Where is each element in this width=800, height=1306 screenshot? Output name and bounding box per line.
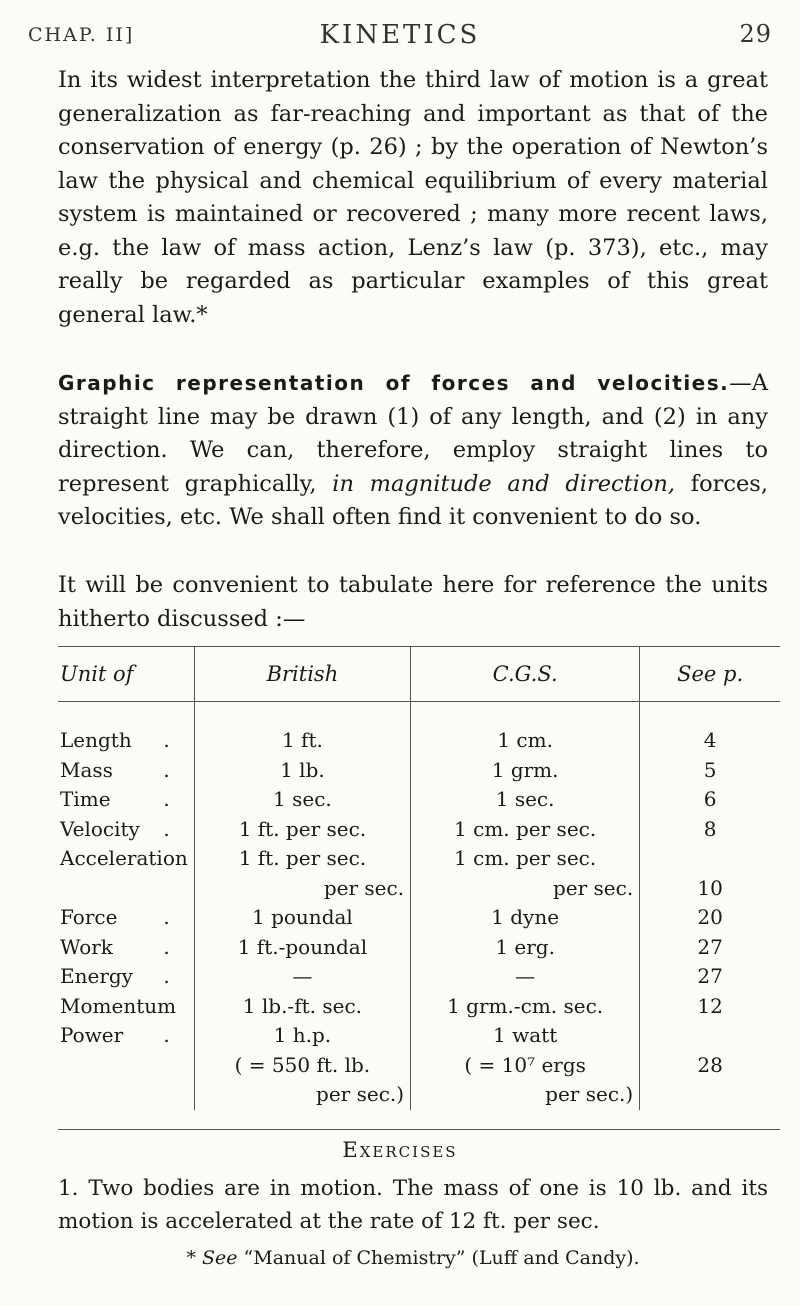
- unit-name: Length: [60, 728, 132, 752]
- paragraph-tabulate: It will be convenient to tabulate here for reference the units hitherto discussed :—: [58, 572, 768, 632]
- table-row: [58, 962, 780, 992]
- leader-dot: .: [163, 728, 170, 752]
- cell-british: 1 lb.: [194, 756, 410, 786]
- exercise-item-1: 1. Two bodies are in motion. The mass of one is 10 lb. and its motion is accelerated at the rate of 12 ft. per sec.: [58, 1176, 768, 1234]
- unit-name: Energy: [60, 964, 133, 988]
- cell-unit: [58, 1080, 194, 1110]
- header-british: British: [194, 647, 410, 702]
- table-row: [58, 933, 780, 963]
- cell-british: 1 lb.-ft. sec.: [194, 992, 410, 1022]
- cell-page: 6: [640, 785, 780, 815]
- cell-british: 1 ft. per sec.: [194, 844, 410, 874]
- table-header-row: [58, 647, 780, 702]
- cell-british: per sec.: [194, 874, 410, 904]
- cell-cgs: 1 sec.: [411, 785, 640, 815]
- units-table-wrapper: [58, 646, 780, 1131]
- table-bottom-rule: [58, 1129, 780, 1130]
- cell-british: 1 sec.: [194, 785, 410, 815]
- table-row: [58, 785, 780, 815]
- cell-page: [640, 1080, 780, 1110]
- unit-name: Power: [60, 1023, 124, 1047]
- cell-british: 1 ft. per sec.: [194, 815, 410, 845]
- cell-unit: [58, 756, 194, 786]
- cell-cgs: 1 cm. per sec.: [411, 844, 640, 874]
- cell-unit: [58, 903, 194, 933]
- unit-name: Time: [60, 787, 111, 811]
- leader-dot: .: [163, 757, 170, 782]
- cell-unit: [58, 815, 194, 845]
- table-row: [58, 903, 780, 933]
- cell-cgs: 1 cm. per sec.: [411, 815, 640, 845]
- footnote-mark: *: [186, 1247, 202, 1269]
- paragraph-graphic-representation: [58, 367, 768, 535]
- cell-page: 5: [640, 756, 780, 786]
- table-row: [58, 1080, 780, 1110]
- units-table: [58, 646, 780, 1110]
- cell-page: [640, 844, 780, 874]
- unit-name: Momentum: [60, 993, 177, 1018]
- header-unit-of: Unit of: [58, 647, 194, 702]
- leader-dot: .: [163, 934, 170, 959]
- table-row: [58, 844, 780, 874]
- cell-page: 28: [640, 1051, 780, 1081]
- page-number: 29: [739, 20, 772, 48]
- cell-unit: [58, 844, 194, 874]
- cell-page: 20: [640, 903, 780, 933]
- cell-page: 4: [640, 702, 780, 756]
- header-cgs: C.G.S.: [411, 647, 640, 702]
- unit-name: Acceleration: [60, 846, 188, 870]
- page-title: KINETICS: [319, 20, 481, 50]
- chapter-label: CHAP. II]: [28, 24, 135, 46]
- cell-british: 1 h.p.: [194, 1021, 410, 1051]
- paragraph-italic-phrase: in magnitude and direction,: [332, 470, 676, 497]
- cell-british: 1 poundal: [194, 903, 410, 933]
- leader-dot: .: [163, 964, 170, 988]
- table-row: [58, 756, 780, 786]
- cell-unit: [58, 702, 194, 756]
- cell-page: 27: [640, 933, 780, 963]
- unit-name: Work: [60, 934, 113, 959]
- table-row: [58, 1021, 780, 1051]
- cell-cgs: ( = 10⁷ ergs: [411, 1051, 640, 1081]
- cell-cgs: per sec.): [411, 1080, 640, 1110]
- cell-unit: [58, 962, 194, 992]
- table-row: [58, 702, 780, 756]
- unit-name: Force: [60, 905, 118, 929]
- cell-page: 12: [640, 992, 780, 1022]
- paragraph-text-b: forces, velocities, etc. We shall often find it convenient to do so.: [58, 470, 768, 530]
- footnote-text: “Manual of Chemistry” (Luff and Candy).: [237, 1247, 640, 1269]
- cell-cgs: 1 grm.: [411, 756, 640, 786]
- cell-page: 8: [640, 815, 780, 845]
- cell-page: 27: [640, 962, 780, 992]
- section-heading: Graphic representation of forces and velocities.: [58, 371, 730, 395]
- table-row: [58, 1051, 780, 1081]
- footnote: [58, 1247, 768, 1269]
- leader-dot: .: [163, 787, 170, 811]
- cell-british: 1 ft.-poundal: [194, 933, 410, 963]
- cell-cgs: 1 cm.: [411, 702, 640, 756]
- running-header: [28, 18, 772, 54]
- leader-dot: .: [163, 1023, 170, 1047]
- cell-cgs: 1 grm.-cm. sec.: [411, 992, 640, 1022]
- paragraph-text-a: —A straight line may be drawn (1) of any length, and (2) in any direction. We can, therefore, employ straight lines to represent graphically,: [58, 370, 768, 497]
- exercises-heading: Exercises: [342, 1138, 458, 1162]
- paragraph-third-law: In its widest interpretation the third law of motion is a great generalization as far-reaching and important as that of the conservation of energy (p. 26) ; by the operation of Newton’s law the physical and chemical equilibrium of every material system is maintained or recovered ; many more recent laws, e.g. the law of mass action, Lenz’s law (p. 373), etc., may really be regarded as particular examples of this great general law.*: [58, 67, 768, 328]
- table-body: [58, 702, 780, 1110]
- unit-name: Mass: [60, 757, 113, 782]
- cell-page: [640, 1021, 780, 1051]
- cell-british: ( = 550 ft. lb.: [194, 1051, 410, 1081]
- cell-cgs: 1 erg.: [411, 933, 640, 963]
- leader-dot: .: [163, 816, 170, 841]
- table-row: [58, 992, 780, 1022]
- cell-cgs: per sec.: [411, 874, 640, 904]
- header-see-page: See p.: [640, 647, 780, 702]
- cell-unit: [58, 933, 194, 963]
- leader-dot: .: [163, 905, 170, 929]
- unit-name: Velocity: [60, 816, 140, 841]
- cell-unit: [58, 1051, 194, 1081]
- cell-unit: [58, 992, 194, 1022]
- footnote-see: See: [201, 1247, 238, 1269]
- cell-british: 1 ft.: [194, 702, 410, 756]
- cell-page: 10: [640, 874, 780, 904]
- cell-unit: [58, 785, 194, 815]
- cell-british: per sec.): [194, 1080, 410, 1110]
- cell-cgs: 1 dyne: [411, 903, 640, 933]
- cell-unit: [58, 874, 194, 904]
- cell-unit: [58, 1021, 194, 1051]
- cell-cgs: 1 watt: [411, 1021, 640, 1051]
- table-row: [58, 874, 780, 904]
- cell-cgs: —: [411, 962, 640, 992]
- cell-british: —: [194, 962, 410, 992]
- table-row: [58, 815, 780, 845]
